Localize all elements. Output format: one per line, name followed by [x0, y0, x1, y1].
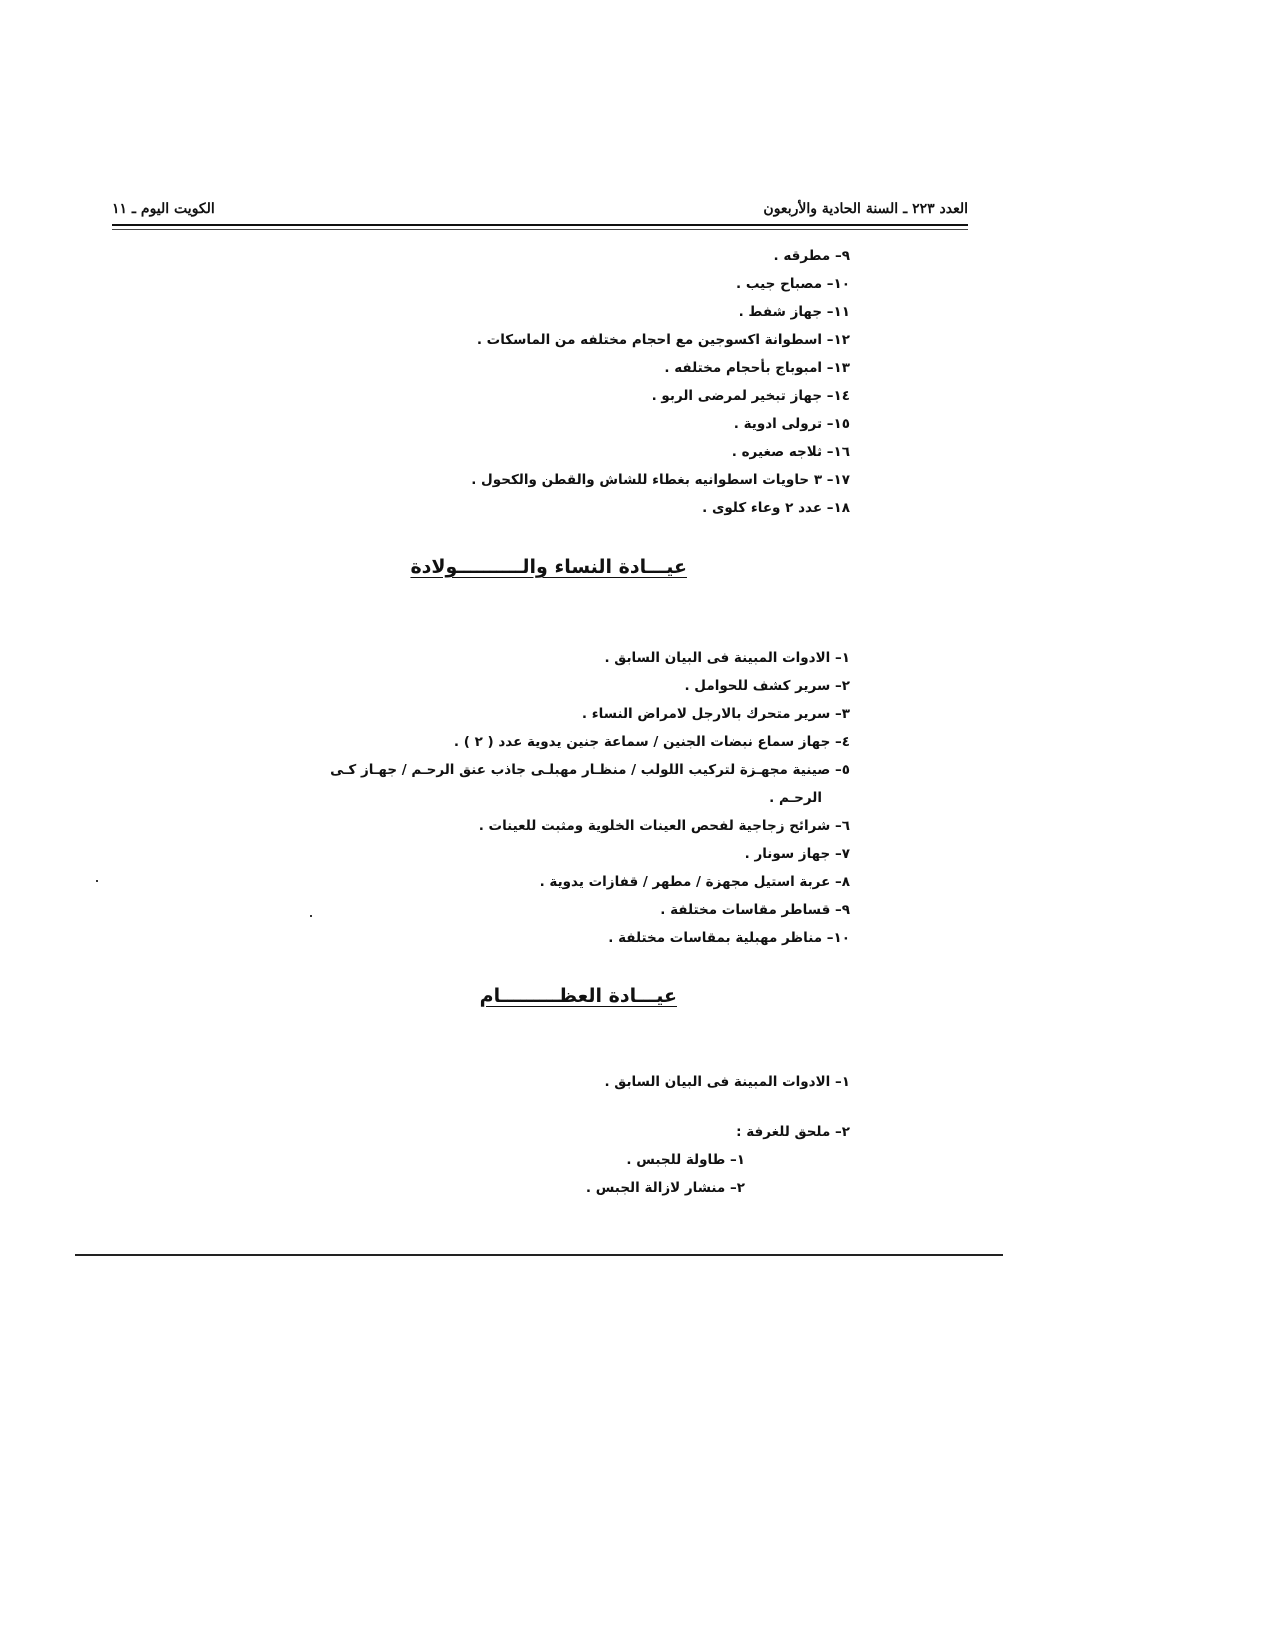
list-item: ١٣– امبوباج بأحجام مختلفه .	[664, 360, 850, 376]
list-item: ١٧– ٣ حاويات اسطوانيه بغطاء للشاش والقطن والكحول .	[471, 472, 850, 488]
list-item: ٣– سرير متحرك بالارجل لامراض النساء .	[581, 706, 850, 722]
list-item: ٥– صينية مجهـزة لتركيب اللولب / منظـار مهبلـى جاذب عنق الرحـم / جهـاز كـى	[330, 762, 850, 778]
header-issue: العدد ٢٢٣ ـ السنة الحادية والأربعون	[763, 201, 968, 217]
list-item: ١٦– ثلاجه صغيره .	[731, 444, 850, 460]
gynecology-equipment-list	[330, 644, 850, 952]
list-item: ٩– مطرقه .	[773, 248, 850, 264]
list-item: ١١– جهاز شفط .	[738, 304, 850, 320]
scan-speck	[310, 915, 312, 917]
list-item: ١– الادوات المبينة فى البيان السابق .	[604, 650, 850, 666]
list-item: ٦– شرائح زجاجية لفحص العينات الخلوية ومثبت للعينات .	[478, 818, 850, 834]
sub-list-item: ١– طاولة للجبس .	[626, 1152, 745, 1168]
list-item-continuation: الرحـم .	[769, 790, 822, 806]
list-item: ١٤– جهاز تبخير لمرضى الربو .	[651, 388, 850, 404]
section-title-gynecology: عيـــادة النساء والــــــــــولادة	[410, 556, 687, 578]
list-item: ٤– جهاز سماع نبضات الجنين / سماعة جنين يدوية عدد ( ٢ ) .	[453, 734, 850, 750]
list-item: ٢– ملحق للغرفة :	[736, 1124, 850, 1140]
list-item: ١٥– ترولى ادوية .	[733, 416, 850, 432]
list-item: ١٨– عدد ٢ وعاء كلوى .	[702, 500, 850, 516]
equipment-list-continued	[471, 242, 850, 522]
list-item: ٢– سرير كشف للحوامل .	[684, 678, 850, 694]
list-item: ٧– جهاز سونار .	[744, 846, 850, 862]
section-title-orthopedics: عيـــادة العظـــــــــام	[479, 985, 677, 1007]
list-item: ١٠– مناظر مهبلية بمقاسات مختلفة .	[608, 930, 850, 946]
orthopedics-equipment-list	[586, 1068, 850, 1202]
footer-rule	[75, 1254, 1003, 1256]
list-item: ٩– قساطر مقاسات مختلفة .	[660, 902, 850, 918]
list-item: ١٢– اسطوانة اكسوجين مع احجام مختلفه من الماسكات .	[476, 332, 850, 348]
scan-speck	[96, 880, 98, 882]
list-item: ١٠– مصباح جيب .	[736, 276, 850, 292]
header-rule-thin	[112, 229, 968, 230]
list-item: ١– الادوات المبينة فى البيان السابق .	[604, 1074, 850, 1090]
spacer	[586, 1096, 850, 1118]
header-gazette-page: الكويت اليوم ـ ١١	[112, 201, 215, 217]
header-rule	[112, 224, 968, 226]
list-item: ٨– عربة استيل مجهزة / مطهر / قفازات يدوية .	[539, 874, 850, 890]
page-header	[112, 201, 968, 223]
sub-list-item: ٢– منشار لازالة الجبس .	[585, 1180, 745, 1196]
